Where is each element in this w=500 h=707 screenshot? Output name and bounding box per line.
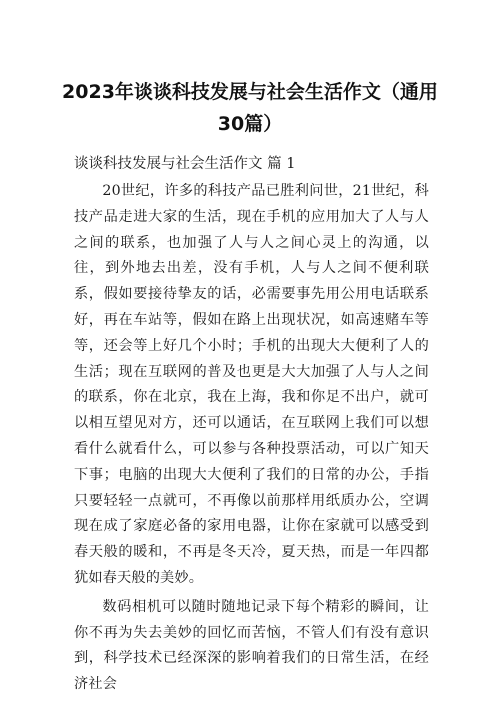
- body-paragraph: 数码相机可以随时随地记录下每个精彩的瞬间，让你不再为失去美妙的回忆而苦恼，不管人们有没有意识到，科学技术已经深深的影响着我们的日常生活，在经济社会: [74, 598, 429, 693]
- section-heading: 谈谈科技发展与社会生活作文 篇 1: [74, 156, 296, 172]
- document-body: [74, 179, 429, 698]
- document-title: 2023年谈谈科技发展与社会生活作文（通用30篇）: [62, 81, 438, 135]
- body-paragraph: 20世纪，许多的科技产品已胜利问世，21世纪，科技产品走进大家的生活，现在手机的应用加大了人与人之间的联系，也加强了人与人之间心灵上的沟通，以往，到外地去出差，没有手机，人与人之间不便利联系，假如要接待挚友的话，必需要事先用公用电话联系好，再在车站等，假如在路上出现状况，如高速赌车等等，还会等上好几个小时；手机的出现大大便利了人的生活；现在互联网的普及也更是大大加强了人与人之间的联系，你在北京，我在上海，我和你足不出户，就可以相互望见对方，还可以通话，在互联网上我们可以想看什么就看什么，可以参与各种投票活动，可以广知天下事；电脑的出现大大便利了我们的日常的办公，手指只要轻轻一点就可，不再像以前那样用纸质办公，空调现在成了家庭必备的家用电器，让你在家就可以感受到春天般的暖和，不再是冬天冷，夏天热，而是一年四都犹如春天般的美妙。: [74, 183, 429, 586]
